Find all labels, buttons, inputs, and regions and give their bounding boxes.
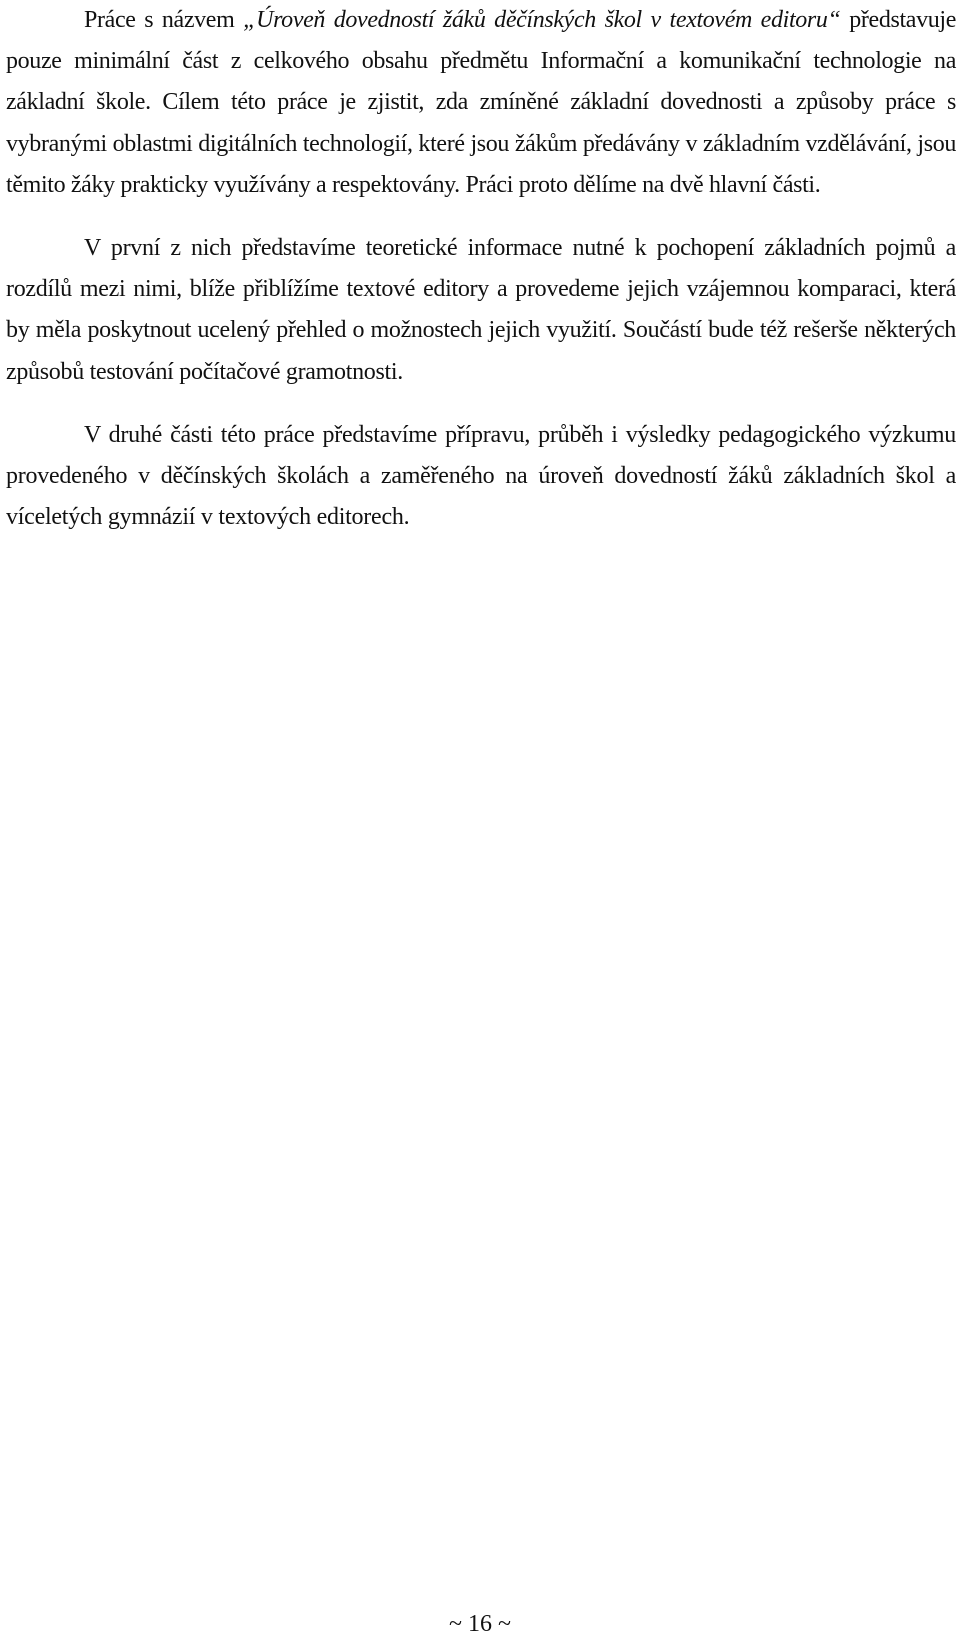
body-text <box>6 0 956 538</box>
paragraph-theory: V první z nich představíme teoretické informace nutné k pochopení základních pojmů a rozdílů mezi nimi, blíže přiblížíme textové editory a provedeme jejich vzájemnou komparaci, která by měla poskytnout ucelený přehled o možnostech jejich využití. Součástí bude též rešerše některých způsobů testování počítačové gramotnosti. <box>6 235 956 385</box>
thesis-title: „Úroveň dovedností žáků děčínských škol v textovém editoru“ <box>243 7 841 33</box>
paragraph-intro-lead: Práce s názvem <box>84 7 244 33</box>
page-number: ~ 16 ~ <box>449 1611 511 1637</box>
paragraph-intro-rest: představuje pouze minimální část z celkového obsahu předmětu Informační a komunikační technologie na základní škole. Cílem této práce je zjistit, zda zmíněné základní dovednosti a způsoby práce s vybranými oblastmi digitálních technologií, které jsou žákům předávány v základním vzdělávání, jsou těmito žáky prakticky využívány a respektovány. Práci proto dělíme na dvě hlavní části. <box>6 7 956 198</box>
paragraph-intro <box>6 0 956 206</box>
paragraph-research: V druhé části této práce představíme přípravu, průběh i výsledky pedagogického výzkumu provedeného v děčínských školách a zaměřeného na úroveň dovedností žáků základních škol a víceletých gymnázií v textových editorech. <box>6 421 956 531</box>
